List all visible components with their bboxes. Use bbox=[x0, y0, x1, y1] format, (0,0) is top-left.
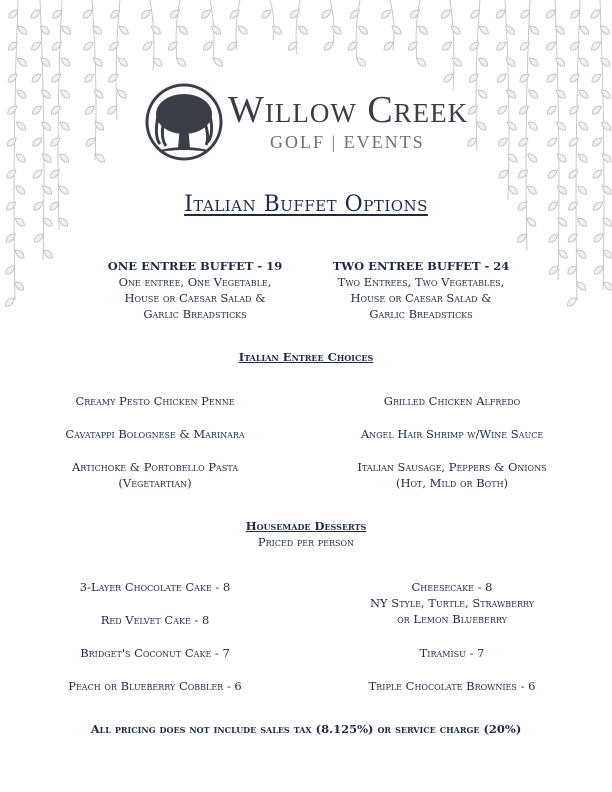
entree-item bbox=[20, 459, 290, 491]
dessert-item bbox=[20, 612, 290, 628]
package-line: House or Caesar Salad & bbox=[124, 291, 266, 305]
dessert-note: or Lemon Blueberry bbox=[397, 612, 507, 626]
willow-tree-logo-icon bbox=[144, 82, 224, 162]
dessert-name: Red Velvet Cake - 8 bbox=[100, 613, 210, 627]
brand-logo bbox=[144, 82, 474, 162]
package-line: Garlic Breadsticks bbox=[369, 307, 473, 321]
pricing-disclaimer: All pricing does not include sales tax (8.125%) or service charge (20%) bbox=[90, 722, 522, 736]
dessert-item bbox=[320, 678, 584, 694]
dessert-section-subheading: Priced per person bbox=[257, 535, 355, 549]
entree-name: Creamy Pesto Chicken Penne bbox=[75, 394, 235, 408]
dessert-name: Cheesecake - 8 bbox=[411, 580, 493, 594]
dessert-name: Peach or Blueberry Cobbler - 6 bbox=[68, 679, 242, 693]
entree-section-heading: Italian Entree Choices bbox=[238, 350, 374, 364]
brand-name: Willow Creek bbox=[228, 89, 469, 131]
brand-subtitle: GOLF | EVENTS bbox=[270, 132, 425, 152]
dessert-item bbox=[20, 678, 290, 694]
entree-note: (Vegetartian) bbox=[118, 476, 192, 490]
package-line: One entree, One Vegetable, bbox=[118, 275, 272, 289]
dessert-name: Bridget's Coconut Cake - 7 bbox=[80, 646, 230, 660]
entree-name: Italian Sausage, Peppers & Onions bbox=[357, 460, 547, 474]
package-line: Garlic Breadsticks bbox=[143, 307, 247, 321]
entree-name: Cavatappi Bolognese & Marinara bbox=[65, 427, 245, 441]
package-two-entree bbox=[306, 258, 536, 322]
dessert-item bbox=[20, 579, 290, 595]
dessert-section-heading: Housemade Desserts bbox=[245, 519, 367, 533]
dessert-item bbox=[320, 579, 584, 627]
entree-note: (Hot, Mild or Both) bbox=[395, 476, 509, 490]
entree-name: Artichoke & Portobello Pasta bbox=[71, 460, 238, 474]
dessert-name: Triple Chocolate Brownies - 6 bbox=[368, 679, 536, 693]
entree-item bbox=[320, 426, 584, 442]
entree-item bbox=[320, 393, 584, 409]
package-line: Two Entrees, Two Vegetables, bbox=[337, 275, 505, 289]
dessert-note: NY Style, Turtle, Strawberry bbox=[369, 596, 535, 610]
entree-name: Angel Hair Shrimp w/Wine Sauce bbox=[360, 427, 544, 441]
entree-item bbox=[320, 459, 584, 491]
entree-name: Grilled Chicken Alfredo bbox=[383, 394, 521, 408]
package-heading: ONE ENTREE BUFFET - 19 bbox=[107, 259, 283, 273]
entree-item bbox=[20, 426, 290, 442]
package-heading: TWO ENTREE BUFFET - 24 bbox=[332, 259, 510, 273]
dessert-item bbox=[320, 645, 584, 661]
dessert-name: 3-Layer Chocolate Cake - 8 bbox=[79, 580, 231, 594]
package-one-entree bbox=[80, 258, 310, 322]
package-line: House or Caesar Salad & bbox=[350, 291, 492, 305]
page-title: Italian Buffet Options bbox=[184, 192, 428, 217]
dessert-name: Tiramisu - 7 bbox=[419, 646, 485, 660]
entree-item bbox=[20, 393, 290, 409]
dessert-item bbox=[20, 645, 290, 661]
